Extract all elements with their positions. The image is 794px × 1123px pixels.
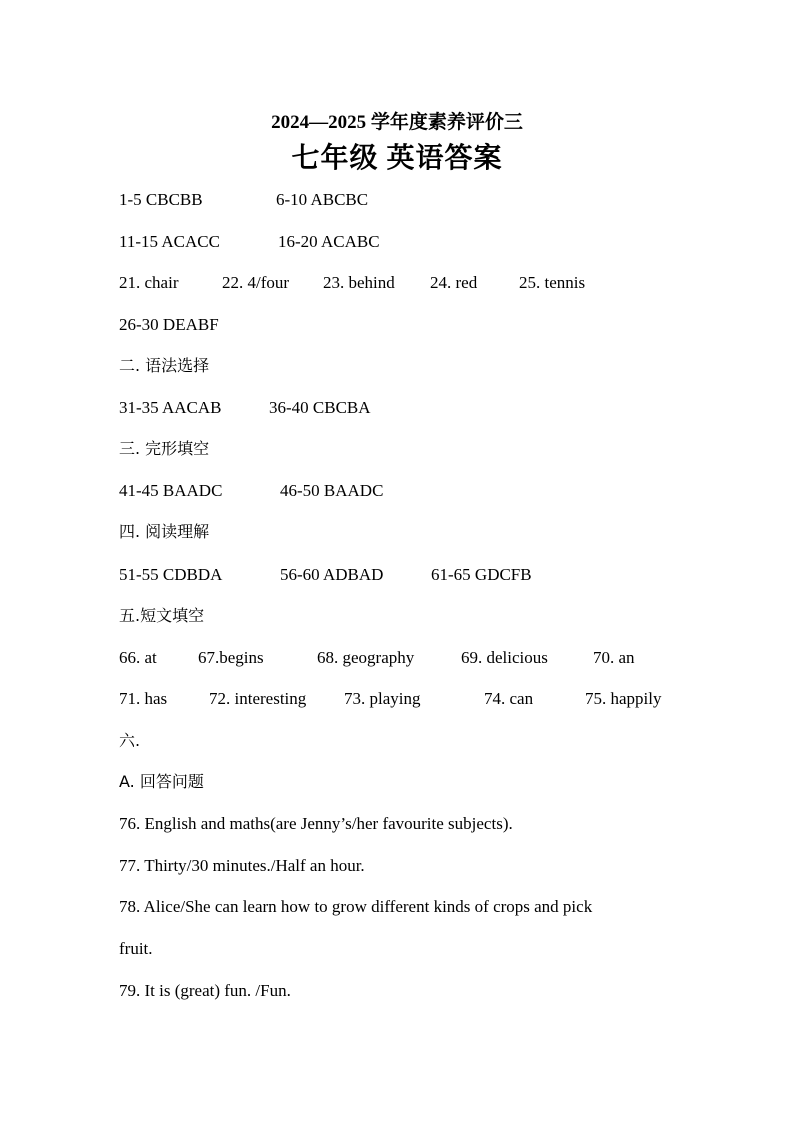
document-title: 2024—2025 学年度素养评价三 bbox=[271, 112, 523, 133]
answer-78-line-2: fruit. bbox=[119, 939, 153, 958]
section-heading-six: 六. bbox=[119, 731, 141, 750]
answer-item: 70. an bbox=[593, 648, 635, 667]
answer-79: 79. It is (great) fun. /Fun. bbox=[119, 981, 291, 1000]
answer-item: 11-15 ACACC bbox=[119, 232, 220, 251]
answer-78-line-1: 78. Alice/She can learn how to grow different kinds of crops and pick bbox=[119, 897, 593, 916]
answer-item: 61-65 GDCFB bbox=[431, 565, 532, 584]
answer-item: 73. playing bbox=[344, 689, 421, 708]
section-heading-cloze: 三. 完形填空 bbox=[119, 439, 210, 458]
section-heading-grammar: 二. 语法选择 bbox=[119, 356, 210, 375]
answer-item: 25. tennis bbox=[519, 273, 586, 292]
answer-item: 72. interesting bbox=[209, 689, 307, 708]
answer-item: 75. happily bbox=[585, 689, 662, 708]
answer-item: 46-50 BAADC bbox=[280, 481, 384, 500]
section-heading-answer-questions: A. 回答问题 bbox=[119, 772, 204, 791]
answer-item: 16-20 ACABC bbox=[278, 232, 380, 251]
answer-item: 41-45 BAADC bbox=[119, 481, 223, 500]
answer-item: 6-10 ABCBC bbox=[276, 190, 369, 209]
answer-item: 26-30 DEABF bbox=[119, 315, 219, 334]
answer-item: 74. can bbox=[484, 689, 534, 708]
answer-item: 67.begins bbox=[198, 648, 264, 667]
answer-item: 23. behind bbox=[323, 273, 395, 292]
answer-item: 22. 4/four bbox=[222, 273, 290, 292]
answer-item: 69. delicious bbox=[461, 648, 548, 667]
answer-item: 21. chair bbox=[119, 273, 179, 292]
answer-item: 56-60 ADBAD bbox=[280, 565, 384, 584]
answer-item: 68. geography bbox=[317, 648, 415, 667]
answer-item: 1-5 CBCBB bbox=[119, 190, 203, 209]
section-heading-fill-in: 五.短文填空 bbox=[119, 606, 205, 625]
answer-item: 31-35 AACAB bbox=[119, 398, 222, 417]
answer-77: 77. Thirty/30 minutes./Half an hour. bbox=[119, 856, 365, 875]
answer-item: 71. has bbox=[119, 689, 168, 708]
answer-item: 36-40 CBCBA bbox=[269, 398, 371, 417]
answer-76: 76. English and maths(are Jenny’s/her favourite subjects). bbox=[119, 814, 513, 833]
answer-item: 51-55 CDBDA bbox=[119, 565, 223, 584]
document-subtitle: 七年级 英语答案 bbox=[291, 143, 503, 174]
answer-item: 66. at bbox=[119, 648, 157, 667]
section-heading-reading: 四. 阅读理解 bbox=[119, 522, 210, 541]
answer-item: 24. red bbox=[430, 273, 478, 292]
